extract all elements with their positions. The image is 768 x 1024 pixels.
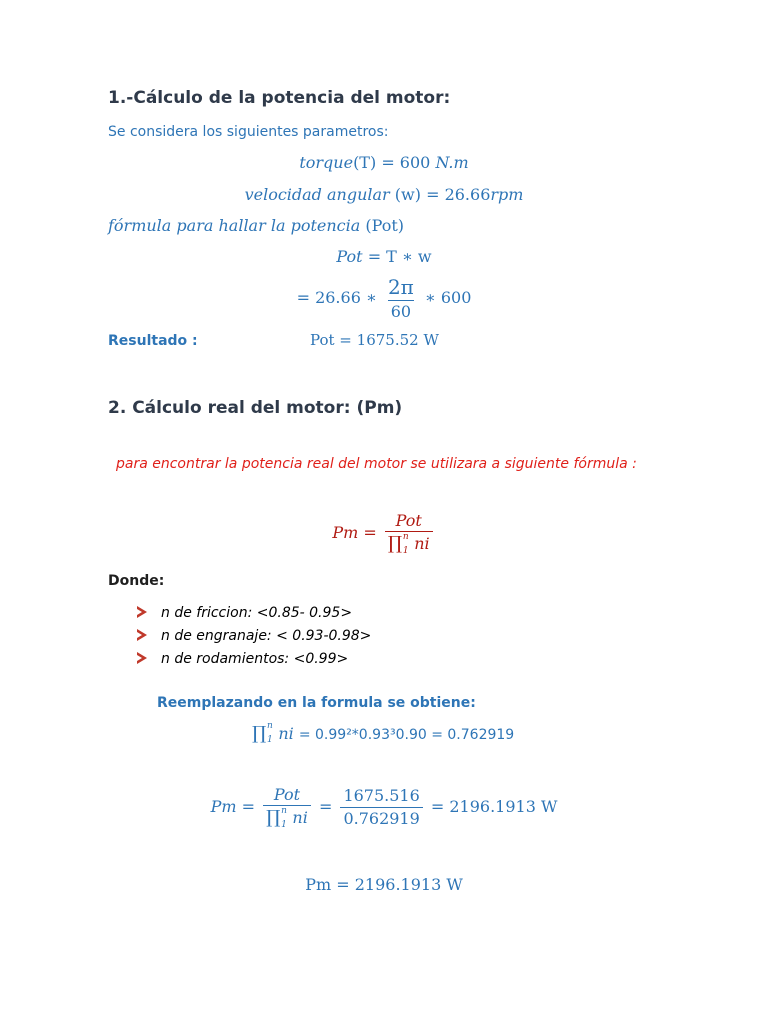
list-item [137,628,371,644]
final-answer: Pm = 2196.1913 W [305,875,463,894]
torque-symbol: (T) [353,153,377,172]
calc-suffix: ∗ 600 [424,288,472,308]
formula-line [108,216,404,235]
list-item [137,651,348,667]
torque-label: torque [299,153,354,172]
replace-text: Reemplazando en la formula se obtiene: [157,695,476,711]
result-label: Resultado : [108,333,198,349]
calc-prefix: = 26.66 ∗ [296,288,377,308]
torque-unit: N.m [435,153,469,172]
bullet-text: n de friccion: <0.85- 0.95> [161,605,353,621]
calc-numerator: 2π [387,275,414,299]
section1-heading: 1.-Cálculo de la potencia del motor: [108,88,451,108]
parameters-intro: Se considera los siguientes parametros: [108,124,389,140]
arrow-bullet-icon [137,629,147,641]
power-eq-lhs: Pot [336,247,363,266]
bullet-text: n de engranaje: < 0.93-0.98> [161,628,372,644]
final-denominator-2: 0.762919 [340,807,422,828]
bullet-text: n de rodamientos: <0.99> [161,651,349,667]
product-variable: ni [278,724,294,743]
pm-numerator: Pot [395,511,422,530]
final-lhs: Pm = [210,797,255,817]
product-calculation [252,723,514,744]
velocity-value: = 26.66 [426,185,491,204]
velocity-symbol: (w) [394,185,421,204]
power-eq-rhs: = T ∗ w [367,247,432,266]
product-upper: n [402,532,409,543]
product-symbol: ∏ [252,723,267,744]
product-symbol: ∏ [387,533,403,555]
product-variable: ni [414,534,430,554]
product-lower: 1 [281,819,287,830]
final-equation: Pm = Pot ∏ n 1 ni = $\frac{1675.516}{0.762919}$ = 2196.1913 W [210,785,558,830]
pm-lhs: Pm = [332,523,377,543]
result-value: Pot = 1675.52 W [310,331,439,349]
product-lower: 1 [267,735,273,745]
section2-heading: 2. Cálculo real del motor: (Pm) [108,398,403,418]
product-result: = 0.99²*0.93³0.90 = 0.762919 [298,727,515,743]
pm-fraction [385,512,433,555]
formula-symbol: (Pot) [365,216,405,235]
power-calculation [0,276,768,321]
final-numerator-2: 1675.516 [343,786,420,806]
pm-formula [0,512,768,555]
power-equation [0,247,768,266]
torque-value: = 600 [381,153,431,172]
final-denominator-1 [263,805,311,829]
final-fraction-1 [263,786,311,829]
arrow-bullet-icon [137,652,147,664]
formula-text: fórmula para hallar la potencia [108,216,361,235]
arrow-bullet-icon [137,606,147,618]
torque-equation [0,153,768,172]
product-variable: ni [292,808,308,828]
pm-denominator [385,531,433,555]
final-numerator-1: Pot [273,785,301,804]
final-fraction-2 [340,787,422,828]
final-eq-rhs: = 2196.1913 W [430,797,558,817]
product-upper: n [267,721,273,731]
donde-label: Donde: [108,573,165,589]
velocity-equation [0,185,768,204]
calc-fraction [385,276,417,321]
calc-denominator: 60 [388,300,414,321]
product-lower: 1 [402,545,409,556]
velocity-unit: rpm [490,185,524,204]
product-upper: n [281,806,287,817]
red-note-text: para encontrar la potencia real del motor se utilizara a siguiente fórmula : [116,456,637,472]
velocity-label: velocidad angular [244,185,390,204]
list-item [137,605,352,621]
red-note [116,456,637,472]
product-symbol: ∏ [266,807,281,829]
